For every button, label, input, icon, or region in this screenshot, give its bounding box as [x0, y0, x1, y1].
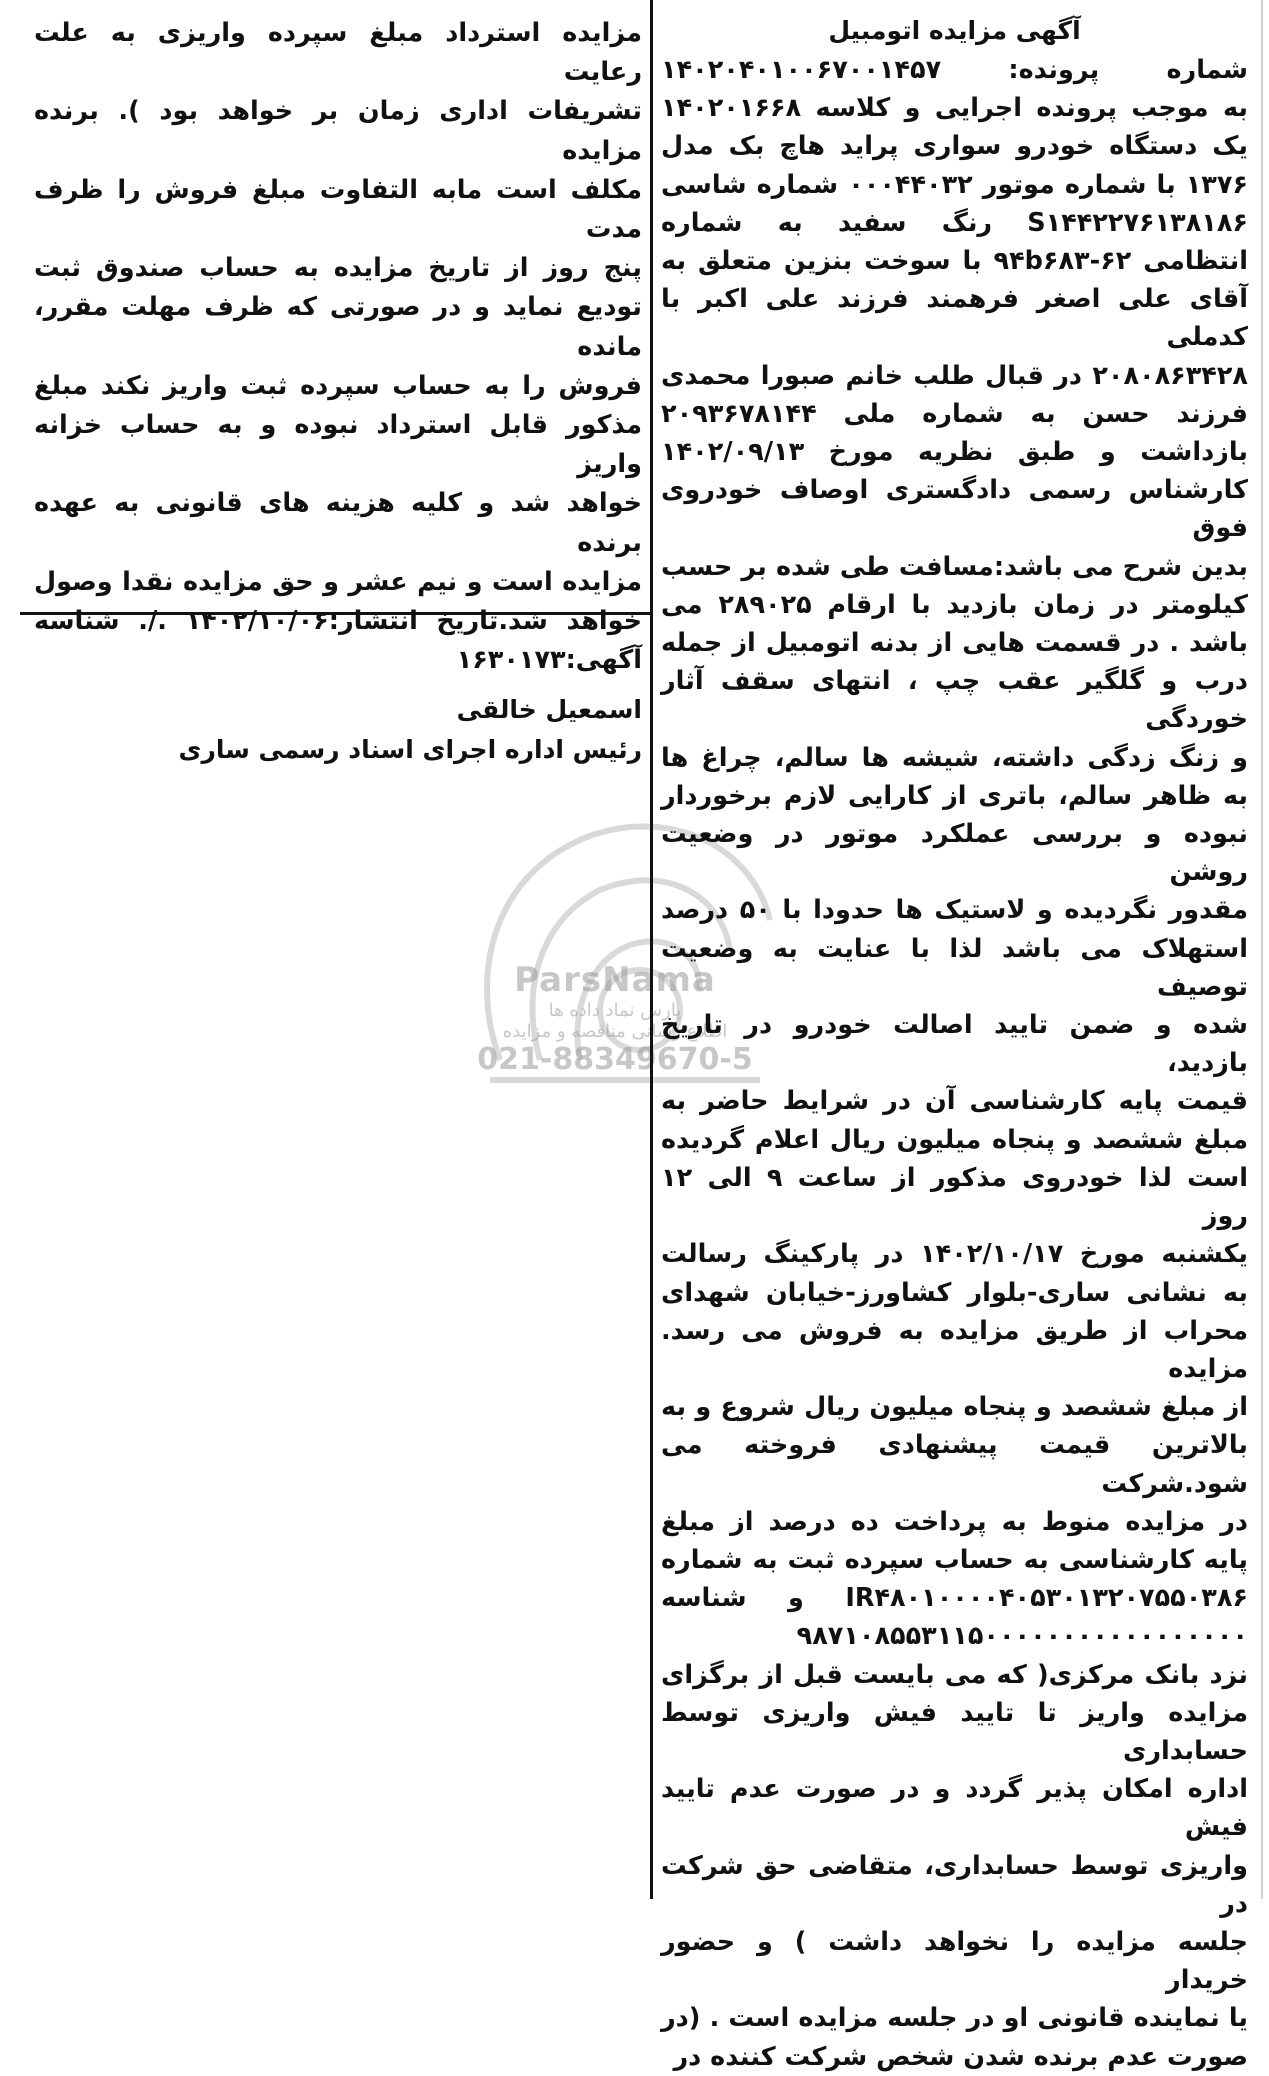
ad-text-line: مکلف است مابه التفاوت مبلغ فروش را ظرف مدت	[34, 174, 642, 245]
ad-text-line: S۱۴۴۲۲۷۶۱۳۸۱۸۶ رنگ سفید به شماره	[661, 207, 1248, 238]
ad-text-line: فروش را به حساب سپرده ثبت واریز نکند مبلغ	[34, 370, 642, 401]
ad-text-line: پایه کارشناسی به حساب سپرده ثبت به شماره	[661, 1544, 1248, 1575]
ad-text-line: به نشانی ساری-بلوار کشاورز-خیابان شهدای	[661, 1277, 1248, 1308]
page-edge	[1261, 0, 1263, 1899]
ad-text-line: و زنگ زدگی داشته، شیشه ها سالم، چراغ ها	[661, 742, 1248, 773]
auction-ad-main-column	[650, 0, 1262, 2072]
ad-text-line: پنج روز از تاریخ مزایده به حساب صندوق ثبت	[34, 253, 642, 284]
ad-body-right	[661, 51, 1248, 2076]
ad-text-line: آگهی:۱۶۳۰۱۷۳	[456, 645, 642, 676]
ad-text-line: مذکور قابل استرداد نبوده و به حساب خزانه واریز	[34, 410, 642, 480]
ad-text-line: ۹۸۷۱۰۸۵۵۳۱۱۵۰۰۰۰۰۰۰۰۰۰۰۰۰۰۰۰۰	[796, 1621, 1248, 1652]
ad-text-line: واریزی توسط حسابداری، متقاضی حق شرکت در	[661, 1850, 1248, 1919]
ad-text-line: درب و گلگیر عقب چپ ، انتهای سقف آثار خوردگی	[661, 666, 1248, 735]
ad-title: آگهی مزایده اتومبیل	[828, 16, 1081, 45]
ad-text-line: تودیع نماید و در صورتی که ظرف مهلت مقرر، مانده	[34, 292, 642, 362]
ad-body-left	[34, 14, 642, 680]
ad-text-line: صورت عدم برنده شدن شخص شرکت کننده در	[673, 2041, 1248, 2072]
watermark-brand: ParsNama	[514, 960, 716, 1000]
ad-text-line: از مبلغ ششصد و پنجاه میلیون ریال شروع و به	[661, 1392, 1248, 1423]
ad-text-line: بالاترین قیمت پیشنهادی فروخته می شود.شرکت	[661, 1430, 1248, 1499]
ad-text-line: ۲۰۸۰۸۶۳۴۲۸ در قبال طلب خانم صبورا محمدی	[661, 360, 1248, 391]
ad-text-line: محراب از طریق مزایده به فروش می رسد. مزایده	[661, 1315, 1248, 1384]
ad-text-line: یک دستگاه خودرو سواری پراید هاچ بک مدل	[661, 131, 1248, 162]
ad-text-line: است لذا خودروی مذکور از ساعت ۹ الی ۱۲ روز	[661, 1162, 1248, 1232]
ad-text-line: اداره امکان پذیر گردد و در صورت عدم تایید فیش	[661, 1774, 1248, 1843]
ad-text-line: خواهد شد و کلیه هزینه های قانونی به عهده برنده	[34, 488, 642, 558]
ad-text-line: به ظاهر سالم، باتری از کارایی لازم برخوردار	[661, 780, 1248, 811]
ad-text-line: نبوده و بررسی عملکرد موتور در وضعیت روشن	[661, 819, 1248, 888]
ad-text-line: تشریفات اداری زمان بر خواهد بود ). برنده مزایده	[34, 96, 642, 166]
ad-text-line: مزایده استرداد مبلغ سپرده واریزی به علت رعایت	[34, 18, 642, 88]
ad-text-line: ۱۳۷۶ با شماره موتور ۰۰۰۴۴۰۳۲ شماره شاسی	[661, 169, 1248, 200]
ad-text-line: خواهد شد.تاریخ انتشار:۱۴۰۲/۱۰/۰۶ ./. شناسه	[34, 606, 642, 637]
ad-text-line: یکشنبه مورخ ۱۴۰۲/۱۰/۱۷ در پارکینگ رسالت	[661, 1239, 1248, 1270]
ad-text-line: مبلغ ششصد و پنجاه میلیون ریال اعلام گردیده	[661, 1124, 1248, 1155]
watermark-line1: پارس نماد داده ها	[548, 1000, 682, 1021]
signature-name: اسمعیل خالقی	[456, 695, 642, 725]
signature-title: رئیس اداره اجرای اسناد رسمی ساری	[178, 735, 642, 765]
ad-text-line: بدین شرح می باشد:مسافت طی شده بر حسب	[661, 551, 1248, 582]
ad-text-line: کیلومتر در زمان بازدید با ارقام ۲۸۹۰۲۵ می	[661, 589, 1248, 620]
ad-text-line: مزایده واریز تا تایید فیش واریزی توسط حسابداری	[661, 1697, 1248, 1766]
ad-text-line: شماره پرونده: ۱۴۰۲۰۴۰۱۰۰۶۷۰۰۱۴۵۷	[661, 55, 1248, 85]
watermark-line2: اطلاع رسانی مناقصه و مزایده	[502, 1021, 728, 1042]
auction-ad-continuation-column	[20, 0, 650, 765]
ad-text-line: مقدور نگردیده و لاستیک ها حدودا با ۵۰ درصد	[661, 895, 1249, 926]
ad-text-line: استهلاک می باشد لذا با عنایت به وضعیت توصیف	[661, 933, 1248, 1002]
ad-text-line: نزد بانک مرکزی( که می بایست قبل از برگزای	[661, 1659, 1248, 1690]
ad-text-line: قیمت پایه کارشناسی آن در شرایط حاضر به	[661, 1086, 1248, 1117]
ad-text-line: به موجب پرونده اجرایی و کلاسه ۱۴۰۲۰۱۶۶۸	[661, 93, 1248, 124]
ad-text-line: یا نماینده قانونی او در جلسه مزایده است . (در	[661, 2003, 1248, 2034]
ad-text-line: باشد . در قسمت هایی از بدنه اتومبیل از جمله	[661, 628, 1248, 659]
ad-text-line: مزایده است و نیم عشر و حق مزایده نقدا وصول	[34, 566, 642, 597]
watermark-phone: 021-88349670-5	[477, 1042, 753, 1077]
ad-text-line: فرزند حسن به شماره ملی ۲۰۹۳۶۷۸۱۴۴	[661, 398, 1248, 429]
ad-text-line: IR۴۸۰۱۰۰۰۰۴۰۵۳۰۱۳۲۰۷۵۵۰۳۸۶ و شناسه	[661, 1583, 1248, 1614]
ad-text-line: کارشناس رسمی دادگستری اوصاف خودروی فوق	[661, 475, 1248, 544]
ad-text-line: در مزایده منوط به پرداخت ده درصد از مبلغ	[661, 1506, 1248, 1537]
ad-text-line: انتظامی ۶۲-۹۴b۶۸۳ با سوخت بنزین متعلق به	[661, 246, 1248, 277]
ad-text-line: آقای علی اصغر فرهمند فرزند علی اکبر با کدملی	[661, 284, 1248, 353]
ad-text-line: بازداشت و طبق نظریه مورخ ۱۴۰۲/۰۹/۱۳	[661, 437, 1248, 468]
ad-text-line: جلسه مزایده را نخواهد داشت ) و حضور خریدار	[661, 1926, 1248, 1996]
ad-text-line: شده و ضمن تایید اصالت خودرو در تاریخ بازدید،	[661, 1010, 1248, 1079]
